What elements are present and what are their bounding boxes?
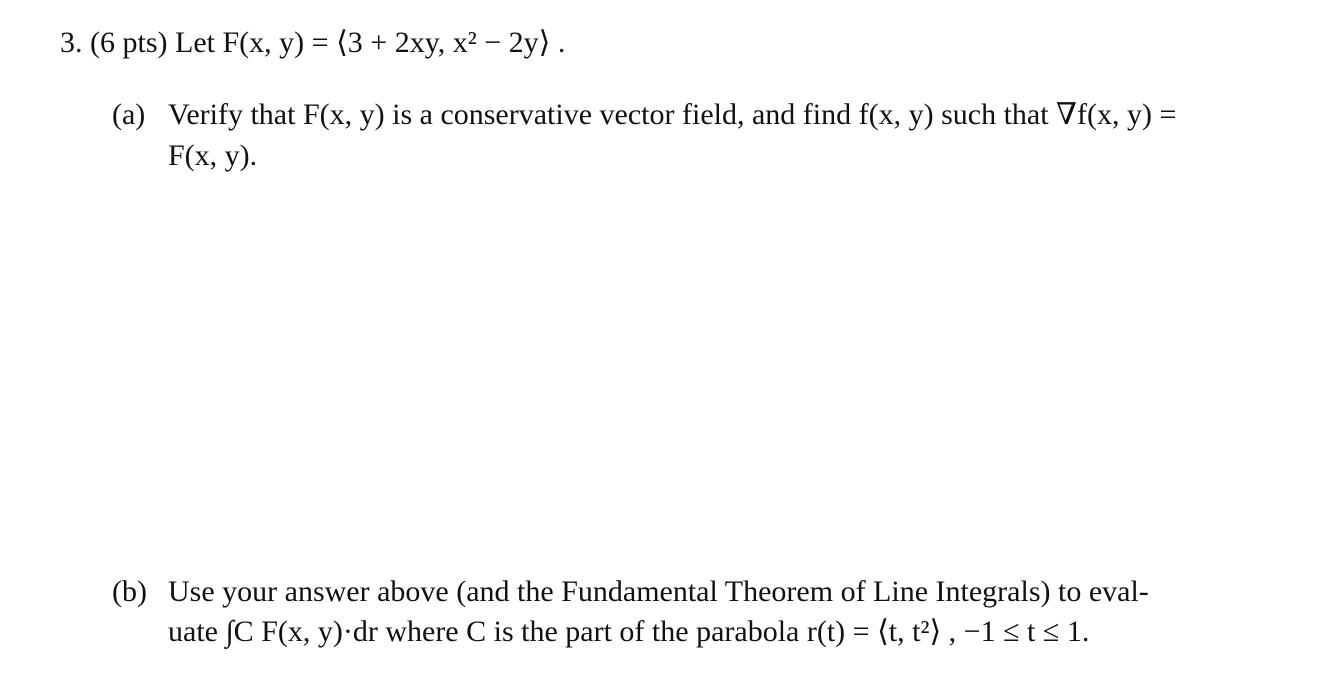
part-b-text-1: Use your answer above (and the Fundamental Theorem of Line Integrals) to eval- <box>168 575 1149 608</box>
problem-number: 3. <box>60 26 83 59</box>
part-b-line-1 <box>112 577 1149 607</box>
part-b-line-2 <box>168 617 1089 647</box>
part-a-text-1: Verify that F(x, y) is a conservative vector field, and find f(x, y) such that ∇f(x, y) = <box>168 98 1177 131</box>
problem-header <box>60 28 565 58</box>
problem-points: (6 pts) <box>90 26 168 59</box>
part-a-line-2 <box>168 141 257 171</box>
vector-field-definition: F(x, y) = ⟨3 + 2xy, x² − 2y⟩ . <box>222 26 566 59</box>
part-a-label: (a) <box>112 98 146 131</box>
part-a-text-2: F(x, y). <box>168 139 258 172</box>
part-b-label: (b) <box>112 575 147 608</box>
part-a-line-1 <box>112 100 1176 130</box>
part-b-text-2: uate ∫C F(x, y)·dr where C is the part of the parabola r(t) = ⟨t, t²⟩ , −1 ≤ t ≤ 1. <box>168 615 1090 648</box>
problem-let: Let <box>175 26 215 59</box>
